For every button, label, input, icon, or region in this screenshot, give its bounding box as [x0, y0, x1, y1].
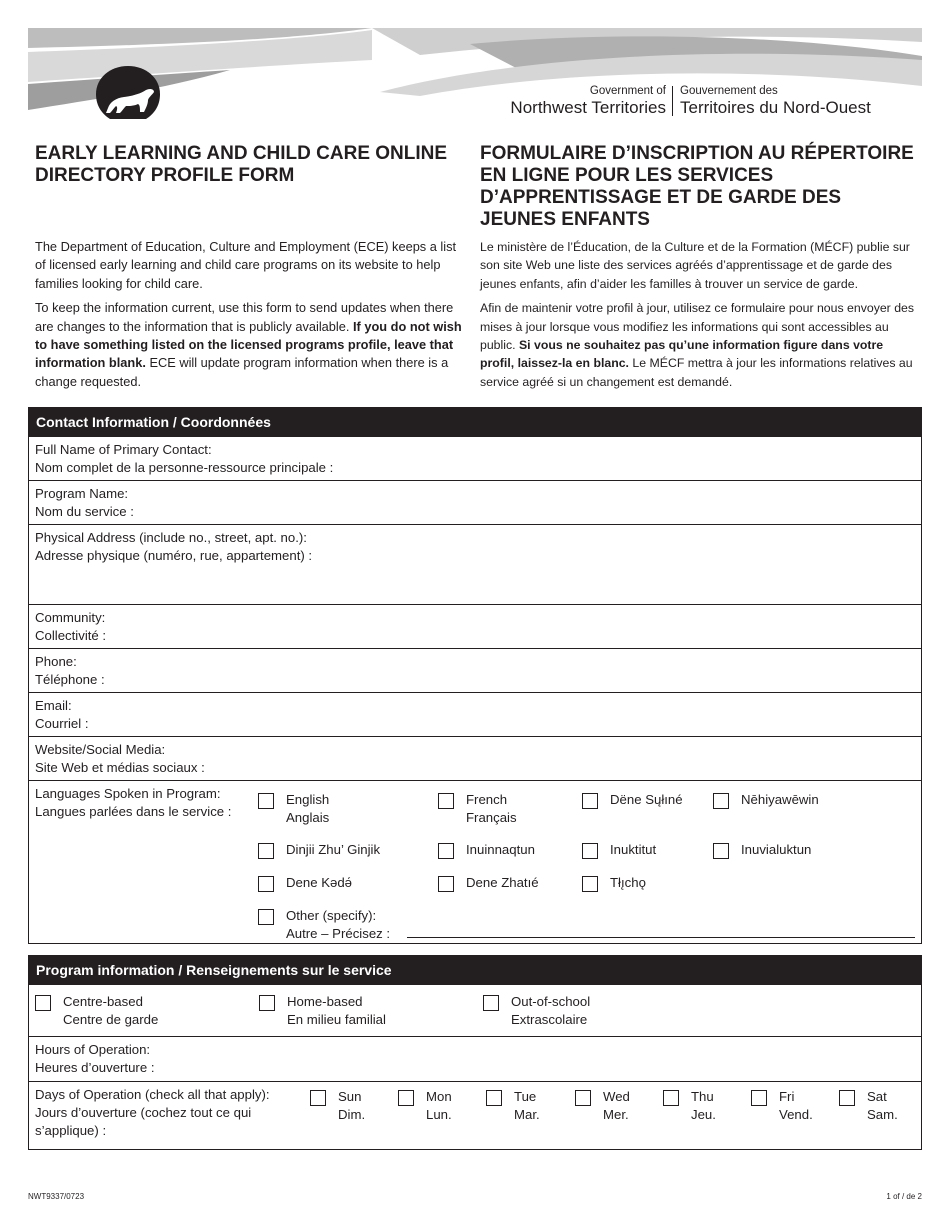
inuvialuktun-label: Inuvialuktun	[741, 842, 812, 857]
dene-kede-label: Dene Kǝdǝ́	[286, 875, 352, 890]
checkbox[interactable]	[663, 1090, 679, 1106]
day-en-label: Fri	[779, 1089, 795, 1104]
intro-fr-paragraph-1: Le ministère de l’Éducation, de la Culture et de la Formation (MÉCF) publie sur son site Web une liste des services agréés d’apprentissage et de garde des jeunes enfants, afin d’aider les familles à trouver un service de garde.	[480, 240, 910, 291]
day-fr-label: Sam.	[867, 1107, 898, 1122]
checkbox[interactable]	[438, 876, 454, 892]
program-information-section	[28, 955, 922, 1150]
checkbox[interactable]	[713, 843, 729, 859]
home-label-fr: En milieu familial	[287, 1012, 386, 1027]
intro-fr-p2-bold: Si vous ne souhaitez pas qu’une information figure dans votre profil, laissez-la en blanc.	[480, 338, 884, 371]
intro-en-p2-end: ECE will update program information when there is a change requested.	[35, 355, 449, 389]
form-title-english: EARLY LEARNING AND CHILD CARE ONLINE DIRECTORY PROFILE FORM	[35, 143, 448, 186]
day-fr-label: Lun.	[426, 1107, 452, 1122]
checkbox[interactable]	[438, 793, 454, 809]
languages-label-en: Languages Spoken in Program:	[35, 786, 221, 801]
program-name-field[interactable]	[29, 480, 921, 524]
hours-label-fr: Heures d’ouverture :	[35, 1060, 155, 1075]
phone-label-en: Phone:	[35, 654, 77, 669]
address-label-fr: Adresse physique (numéro, rue, appartement) :	[35, 548, 313, 563]
day-fr-label: Mar.	[514, 1107, 540, 1122]
checkbox[interactable]	[310, 1090, 326, 1106]
program-name-label-fr: Nom du service :	[35, 504, 134, 519]
header-divider	[672, 86, 673, 116]
program-type-row	[29, 984, 921, 1036]
checkbox[interactable]	[258, 876, 274, 892]
community-label-en: Community:	[35, 610, 106, 625]
checkbox[interactable]	[259, 995, 275, 1011]
days-label-fr-2: s’applique) :	[35, 1123, 107, 1138]
nehiyawewin-label: Nēhiyawēwin	[741, 792, 819, 807]
intro-fr-p2-text: Afin de maintenir votre profil à jour, utilisez ce formulaire pour nous envoyer des mises à jour lorsque vous modifiez les informations qui sont accessibles au public.	[480, 301, 915, 353]
community-label-fr: Collectivité :	[35, 628, 107, 643]
checkbox[interactable]	[398, 1090, 414, 1106]
day-en-label: Tue	[514, 1089, 537, 1104]
checkbox[interactable]	[438, 843, 454, 859]
day-en-label: Mon	[426, 1089, 452, 1104]
gov-en-big: Northwest Territories	[510, 98, 666, 117]
checkbox[interactable]	[35, 995, 51, 1011]
intro-en-paragraph-1: The Department of Education, Culture and Employment (ECE) keeps a list of licensed early learning and child care programs on its website to help families looking for child care.	[35, 239, 457, 291]
day-fr-label: Jeu.	[691, 1107, 716, 1122]
community-field[interactable]	[29, 604, 921, 648]
website-label-fr: Site Web et médias sociaux :	[35, 760, 205, 775]
gov-fr-small: Gouvernement des	[680, 85, 778, 97]
physical-address-field[interactable]	[29, 524, 921, 604]
dinjii-label: Dinjii Zhu’ Ginjik	[286, 842, 381, 857]
other-label-fr: Autre – Précisez :	[286, 926, 391, 941]
page-number: 1 of / de 2	[886, 1192, 922, 1201]
gov-en-small: Government of	[589, 85, 666, 97]
dene-zhatie-label: Dene Zhatıé	[466, 875, 539, 890]
checkbox[interactable]	[751, 1090, 767, 1106]
centre-label-fr: Centre de garde	[63, 1012, 159, 1027]
day-fr-label: Mer.	[603, 1107, 629, 1122]
day-en-label: Sun	[338, 1089, 362, 1104]
form-title-french: FORMULAIRE D’INSCRIPTION AU RÉPERTOIRE EN LIGNE POUR LES SERVICES D’APPRENTISSAGE ET DE GARDE DES JEUNES ENFANTS	[480, 143, 914, 230]
checkbox[interactable]	[575, 1090, 591, 1106]
checkbox[interactable]	[258, 793, 274, 809]
government-name-english	[480, 85, 666, 118]
email-label-en: Email:	[35, 698, 72, 713]
contact-information-section	[28, 407, 922, 944]
checkbox[interactable]	[483, 995, 499, 1011]
outschool-label-en: Out-of-school	[511, 994, 591, 1009]
website-label-en: Website/Social Media:	[35, 742, 166, 757]
day-fr-label: Dim.	[338, 1107, 366, 1122]
program-name-label-en: Program Name:	[35, 486, 129, 501]
inuktitut-label: Inuktitut	[610, 842, 657, 857]
contact-section-heading: Contact Information / Coordonnées	[29, 408, 921, 436]
intro-english	[35, 238, 467, 397]
phone-label-fr: Téléphone :	[35, 672, 105, 687]
intro-fr-paragraph-2	[480, 299, 920, 391]
intro-en-p2-bold: If you do not wish to have something listed on the licensed programs profile, leave that information blank.	[35, 318, 462, 371]
hours-label-en: Hours of Operation:	[35, 1042, 151, 1057]
days-label-fr-1: Jours d’ouverture (cochez tout ce qui	[35, 1105, 252, 1120]
checkbox[interactable]	[839, 1090, 855, 1106]
outschool-label-fr: Extrascolaire	[511, 1012, 588, 1027]
centre-label-en: Centre-based	[63, 994, 143, 1009]
hours-of-operation-field[interactable]	[29, 1036, 921, 1081]
intro-en-paragraph-2	[35, 299, 467, 391]
checkbox[interactable]	[258, 843, 274, 859]
days-of-operation-row	[29, 1081, 921, 1149]
program-section-heading: Program information / Renseignements sur le service	[29, 956, 921, 984]
languages-label-fr: Langues parlées dans le service :	[35, 804, 232, 819]
day-en-label: Thu	[691, 1089, 714, 1104]
anglais-label: Anglais	[286, 810, 330, 825]
email-label-fr: Courriel :	[35, 716, 89, 731]
gov-fr-big: Territoires du Nord-Ouest	[680, 98, 871, 117]
checkbox[interactable]	[582, 876, 598, 892]
languages-row	[29, 780, 921, 945]
intro-fr-p2-end: Le MÉCF mettra à jour les informations relatives au service agréé si un changement est demandé.	[480, 356, 913, 389]
day-fr-label: Vend.	[779, 1107, 813, 1122]
phone-field[interactable]	[29, 648, 921, 692]
days-label-en: Days of Operation (check all that apply):	[35, 1087, 270, 1102]
checkbox[interactable]	[713, 793, 729, 809]
intro-french	[480, 238, 920, 397]
french-label: French	[466, 792, 508, 807]
intro-en-p2-text: To keep the information current, use this form to send updates when there are changes to the information that is publicly available.	[35, 300, 454, 334]
website-field[interactable]	[29, 736, 921, 780]
home-label-en: Home-based	[287, 994, 363, 1009]
checkbox[interactable]	[582, 843, 598, 859]
francais-label: Français	[466, 810, 517, 825]
address-label-en: Physical Address (include no., street, apt. no.):	[35, 530, 307, 545]
day-en-label: Wed	[603, 1089, 630, 1104]
other-label-en: Other (specify):	[286, 908, 377, 923]
government-name-french	[680, 85, 920, 118]
english-label: English	[286, 792, 330, 807]
full-name-label-en: Full Name of Primary Contact:	[35, 442, 212, 457]
form-number: NWT9337/0723	[28, 1192, 85, 1201]
polar-bear-logo-icon	[94, 64, 162, 120]
full-name-label-fr: Nom complet de la personne-ressource principale :	[35, 460, 334, 475]
full-name-field[interactable]	[29, 436, 921, 480]
checkbox[interactable]	[582, 793, 598, 809]
checkbox[interactable]	[258, 909, 274, 925]
inuinnaqtun-label: Inuinnaqtun	[466, 842, 535, 857]
tlicho-label: Tłı̨chǫ	[610, 875, 646, 890]
email-field[interactable]	[29, 692, 921, 736]
other-specify-input-line[interactable]	[407, 937, 915, 938]
checkbox[interactable]	[486, 1090, 502, 1106]
day-en-label: Sat	[867, 1089, 887, 1104]
dene-suline-label: Dëne Sųłıné	[610, 792, 683, 807]
